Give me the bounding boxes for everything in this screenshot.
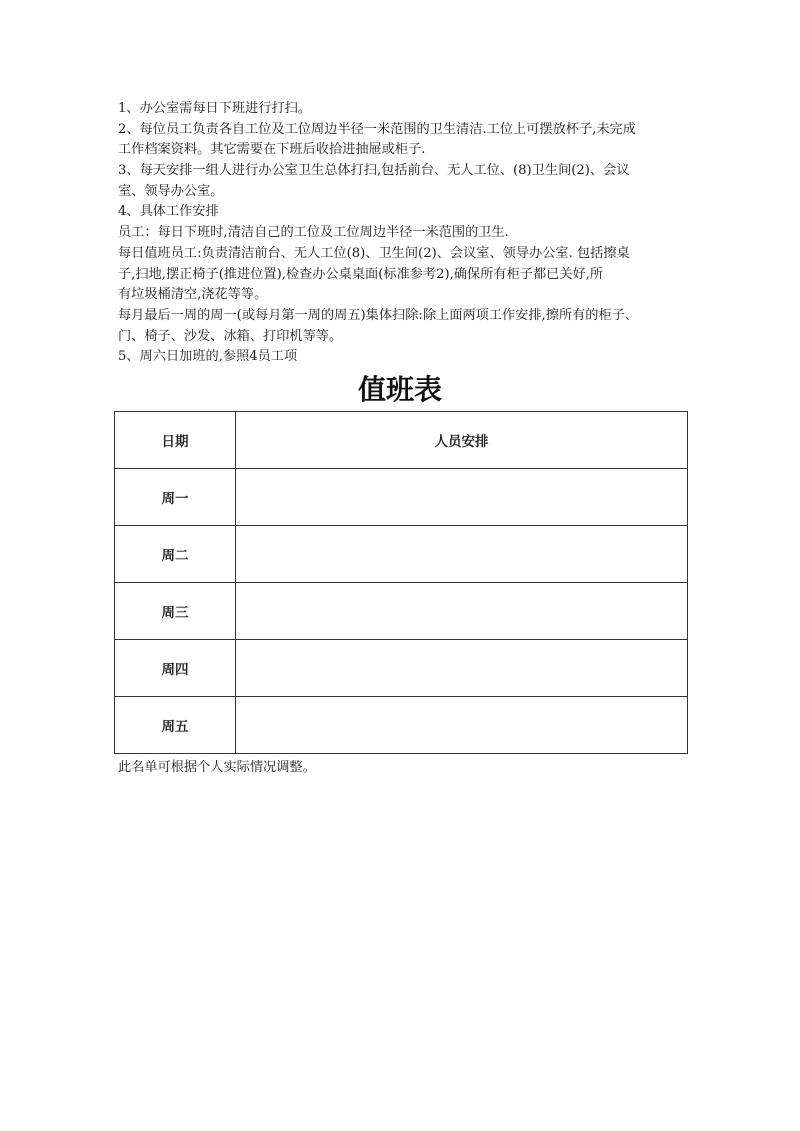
staff-cell[interactable] [236, 697, 688, 754]
day-cell: 周二 [115, 526, 236, 583]
instruction-line: 门、椅子、沙发、冰箱、打印机等等。 [118, 328, 343, 344]
table-row [115, 526, 688, 583]
instruction-line: 子,扫地,摆正椅子(推进位置),检查办公桌桌面(标准参考2),确保所有柜子都已关好,所 [118, 266, 604, 282]
staff-column-header: 人员安排 [236, 412, 688, 469]
staff-cell[interactable] [236, 640, 688, 697]
day-cell: 周三 [115, 583, 236, 640]
instructions-block [118, 99, 698, 368]
instruction-line: 每日值班员工:负责清洁前台、无人工位(8)、卫生间(2)、会议室、领导办公室. 包括擦桌 [118, 245, 630, 261]
footnote: 此名单可根据个人实际情况调整。 [118, 760, 316, 775]
instruction-line: 1、办公室需每日下班进行打扫。 [118, 101, 312, 116]
table-row [115, 583, 688, 640]
day-cell: 周一 [115, 469, 236, 526]
instruction-line: 4、具体工作安排 [118, 204, 219, 220]
staff-cell[interactable] [236, 526, 688, 583]
table-row [115, 697, 688, 754]
table-row [115, 469, 688, 526]
instruction-line: 有垃圾桶清空,浇花等等。 [118, 287, 268, 303]
duty-roster-table [114, 411, 688, 754]
instruction-line: 工作档案资料。其它需要在下班后收拾进抽屉或柜子. [118, 142, 426, 158]
staff-cell[interactable] [236, 583, 688, 640]
instruction-line: 员工：每日下班时,清洁自己的工位及工位周边半径一米范围的卫生. [118, 225, 509, 241]
instruction-line: 每月最后一周的周一(或每月第一周的周五)集体扫除:除上面两项工作安排,擦所有的柜子、 [118, 307, 639, 323]
date-column-header: 日期 [115, 412, 236, 469]
staff-cell[interactable] [236, 469, 688, 526]
instruction-line: 3、每天安排一组人进行办公室卫生总体打扫,包括前台、无人工位、(8)卫生间(2)、会议 [118, 163, 630, 179]
table-header-row [115, 412, 688, 469]
duty-roster-title: 值班表 [357, 373, 442, 406]
instruction-line: 2、每位员工负责各自工位及工位周边半径一米范围的卫生清洁.工位上可摆放杯子,未完成 [118, 121, 636, 137]
table-row [115, 640, 688, 697]
day-cell: 周四 [115, 640, 236, 697]
day-cell: 周五 [115, 697, 236, 754]
instruction-line: 5、周六日加班的,参照4员工项 [118, 349, 298, 365]
instruction-line: 室、领导办公室。 [118, 183, 224, 199]
